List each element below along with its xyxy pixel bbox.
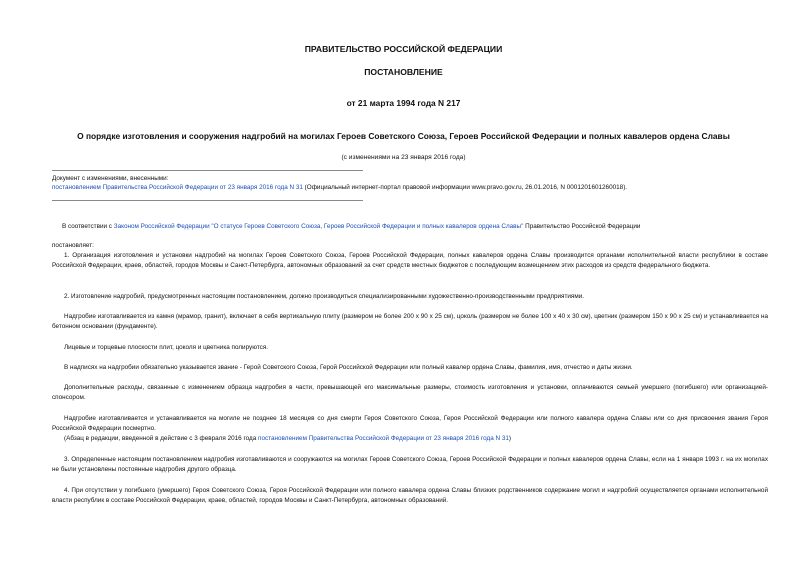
paragraph-polishing: Лицевые и торцевые плоскости плит, цоколя и цветника полируются.	[64, 344, 269, 351]
paragraph-inscription: В надписях на надгробии обязательно указывается звание - Герой Советского Союза, Герой Российской Федерации или полный кавалер ордена Славы, фамилия, имя, отчество и даты жизни.	[64, 364, 633, 371]
paragraph-deadline-note	[64, 434, 511, 444]
document-type-heading: ПОСТАНОВЛЕНИЕ	[364, 67, 443, 77]
paragraph-additional-costs: Дополнительные расходы, связанные с изменением образца надгробия в части, превышающей его максимальные размеры, стоимость изготовления и установки, оплачиваются семьей умершего (погибшего) или организацией-спонсором.	[52, 384, 768, 401]
note-prefix: (Абзац в редакции, введенной в действие с 3 февраля 2016 года	[64, 435, 259, 442]
amend-box-bottom-rule	[52, 200, 363, 201]
preamble-prefix: В соответствии с	[62, 223, 114, 230]
note-suffix: )	[508, 435, 512, 442]
amend-source: (Официальный интернет-портал правовой информации www.pravo.gov.ru, 26.01.2016, N 0001201601260018).	[302, 184, 628, 191]
paragraph-decree: постановляет:	[52, 242, 94, 249]
law-link[interactable]: Законом Российской Федерации "О статусе Героев Советского Союза, Героев Российской Федерации и полных кавалеров ордена Славы"	[113, 223, 524, 230]
paragraph-3: 3. Определенные настоящим постановлением надгробия изготавливаются и сооружаются на могилах Героев Советского Союза, Героев Российской Федерации и полных кавалеров ордена Славы, если на 1 января 1993 г. на их могилах не были установлены постоянные надгробия другого образца.	[52, 456, 768, 473]
paragraph-deadline: Надгробие изготавливается и устанавливается на могиле не позднее 18 месяцев со дня смерти Героя Советского Союза, Героя Российской Федерации или полного кавалера ордена Славы или со дня присвоения звания Героя Российской Федерации посмертно.	[52, 415, 768, 432]
paragraph-2: 2. Изготовление надгробий, предусмотренных настоящим постановлением, должно производиться специализированными художественно-производственными предприятиями.	[64, 293, 585, 300]
amend-box-top-rule	[52, 170, 363, 171]
note-decree-link[interactable]: постановлением Правительства Российской Федерации от 23 января 2016 года N 31	[258, 435, 509, 442]
amend-box-line	[52, 183, 627, 193]
changes-note: (с изменениями на 23 января 2016 года)	[341, 154, 466, 161]
amend-decree-link[interactable]: постановлением Правительства Российской Федерации от 23 января 2016 года N 31	[52, 184, 303, 191]
amend-box-label: Документ с изменениями, внесенными:	[52, 175, 169, 182]
paragraph-4: 4. При отсутствии у погибшего (умершего) Героя Советского Союза, Героя Российской Федерации или полного кавалера ордена Славы близких родственников содержание могил и надгробий осуществляется органами исполнительной власти республик в составе Российской Федерации, краев, областей, городов Москвы и Санкт-Петербурга, автономных образований.	[52, 487, 768, 504]
date-number-heading: от 21 марта 1994 года N 217	[346, 98, 461, 108]
government-heading: ПРАВИТЕЛЬСТВО РОССИЙСКОЙ ФЕДЕРАЦИИ	[304, 44, 503, 54]
preamble-suffix: Правительство Российской Федерации	[523, 223, 641, 230]
paragraph-1: 1. Организация изготовления и установки надгробий на могилах Героев Советского Союза, Героев Российской Федерации, полных кавалеров ордена Славы производится органами исполнительной власти республики в составе Российской Федерации, краев, областей, городов Москвы и Санкт-Петербурга, автономных образований за счет средств местных бюджетов с последующим возмещением этих расходов из средств федерального бюджета.	[52, 252, 768, 269]
document-title: О порядке изготовления и сооружения надгробий на могилах Героев Советского Союза, Героев Российской Федерации и полных кавалеров ордена Славы	[77, 131, 730, 141]
paragraph-headstone-specs: Надгробие изготавливается из камня (мрамор, гранит), включает в себя вертикальную плиту (размером не более 200 x 90 x 25 см), цоколь (размером не более 100 x 40 x 30 см), цветник (размером 150 x 90 x 25 см) и устанавливается на бетонном основании (фундаменте).	[52, 313, 768, 330]
paragraph-preamble	[62, 222, 640, 232]
